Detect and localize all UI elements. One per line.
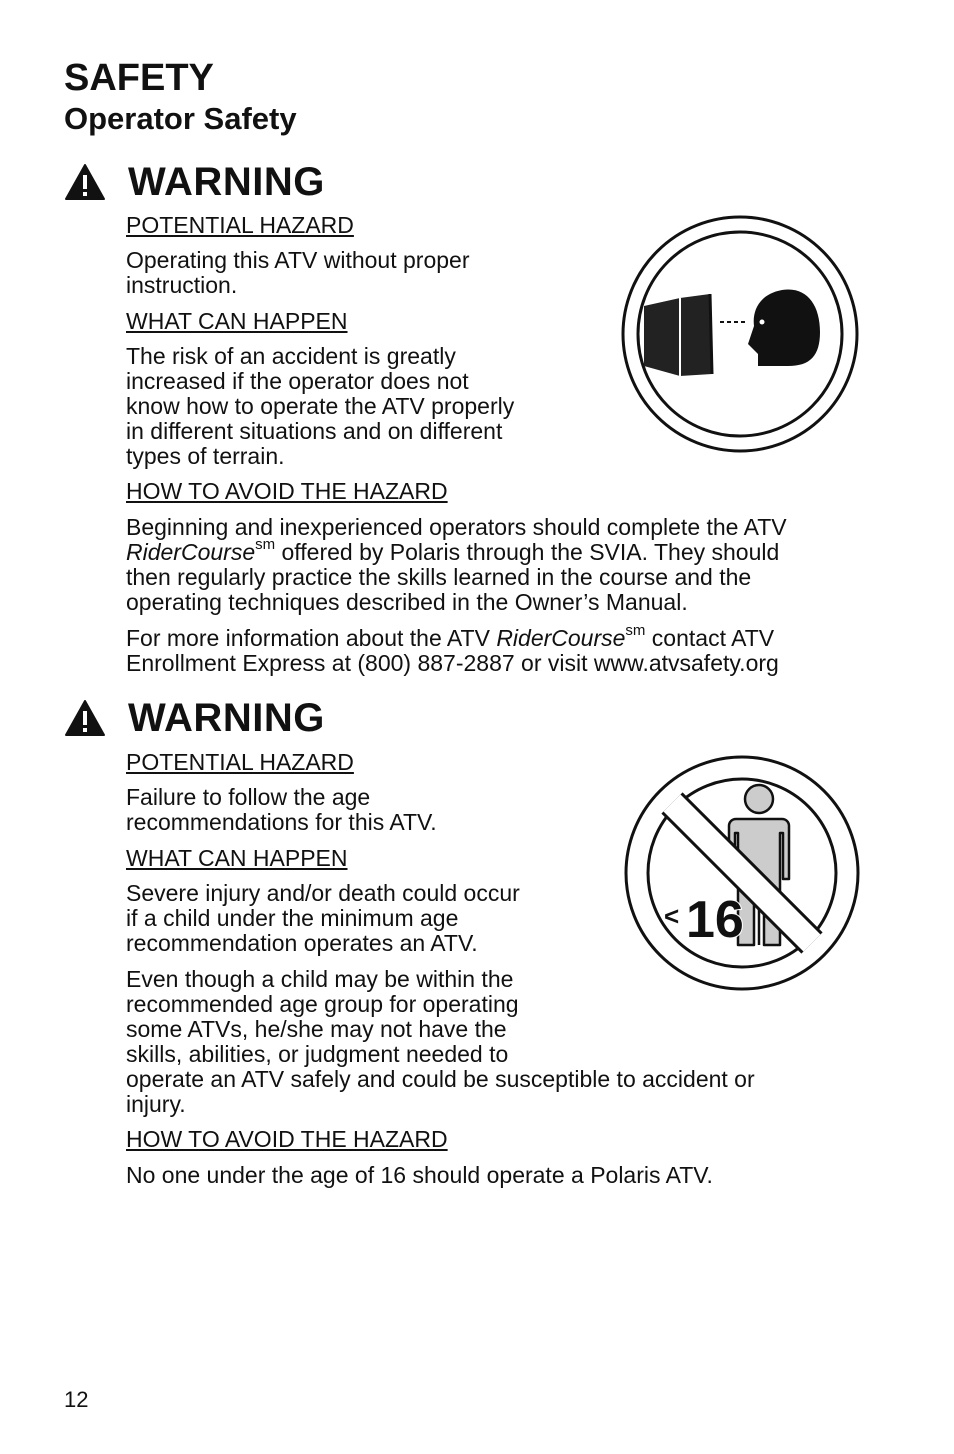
service-mark: sm: [255, 536, 276, 554]
potential-hazard-heading: POTENTIAL HAZARD: [126, 749, 354, 775]
text-line: Operating this ATV without proper: [126, 247, 470, 273]
text-line: operate an ATV safely and could be susceptible to accident or: [126, 1066, 755, 1092]
text-line: Even though a child may be within the: [126, 966, 514, 992]
page-number: 12: [64, 1387, 89, 1412]
warning-triangle-icon: [64, 699, 106, 737]
warning-header-1: [64, 157, 325, 207]
text-line: some ATVs, he/she may not have the: [126, 1016, 507, 1042]
no-under-16-icon: [622, 753, 862, 993]
page-title: SAFETY: [64, 57, 214, 99]
text-line: in different situations and on different: [126, 418, 503, 444]
how-to-avoid-heading: HOW TO AVOID THE HAZARD: [126, 478, 448, 504]
text-line: know how to operate the ATV properly: [126, 393, 515, 419]
ridercourse-term: RiderCourse: [496, 625, 626, 651]
text-fragment: contact ATV: [645, 625, 775, 651]
text-line: recommendations for this ATV.: [126, 809, 437, 835]
text-fragment: For more information about the ATV: [126, 625, 497, 651]
text-line: recommendation operates an ATV.: [126, 930, 478, 956]
text-line: skills, abilities, or judgment needed to: [126, 1041, 509, 1067]
service-mark: sm: [625, 622, 646, 640]
ridercourse-term: RiderCourse: [126, 539, 256, 565]
text-line: if a child under the minimum age: [126, 905, 459, 931]
text-line: [126, 622, 787, 651]
read-manual-icon: [620, 214, 860, 454]
text-line: then regularly practice the skills learned in the course and the: [126, 564, 752, 590]
warning-label: WARNING: [128, 695, 325, 740]
text-line: instruction.: [126, 272, 238, 298]
how-to-avoid-heading: HOW TO AVOID THE HAZARD: [126, 1126, 448, 1152]
warning-header-2: [64, 693, 325, 743]
text-line: increased if the operator does not: [126, 368, 469, 394]
warning-label: WARNING: [128, 159, 325, 204]
age-limit-number: 16: [686, 891, 744, 949]
how-to-avoid-text: [126, 515, 787, 615]
text-line: recommended age group for operating: [126, 991, 519, 1017]
text-line: injury.: [126, 1091, 186, 1117]
more-information-text: [126, 622, 787, 676]
text-fragment: offered by Polaris through the SVIA. They should: [275, 539, 780, 565]
book-icon: [644, 294, 712, 376]
text-line: types of terrain.: [126, 443, 285, 469]
text-line: Failure to follow the age: [126, 784, 371, 810]
age-less-than: <: [664, 901, 680, 931]
text-line: The risk of an accident is greatly: [126, 343, 456, 369]
how-to-avoid-text: No one under the age of 16 should operate a Polaris ATV.: [126, 1162, 713, 1188]
contact-info-line: Enrollment Express at (800) 887-2887 or visit www.atvsafety.org: [126, 650, 779, 676]
what-can-happen-heading: WHAT CAN HAPPEN: [126, 308, 348, 334]
potential-hazard-heading: POTENTIAL HAZARD: [126, 212, 354, 238]
text-line: Beginning and inexperienced operators should complete the ATV: [126, 514, 787, 540]
section-subtitle: Operator Safety: [64, 101, 297, 136]
text-line: operating techniques described in the Owner’s Manual.: [126, 589, 688, 615]
text-line: Severe injury and/or death could occur: [126, 880, 520, 906]
warning-triangle-icon: [64, 163, 106, 201]
what-can-happen-heading: WHAT CAN HAPPEN: [126, 845, 348, 871]
text-line: [126, 536, 787, 565]
